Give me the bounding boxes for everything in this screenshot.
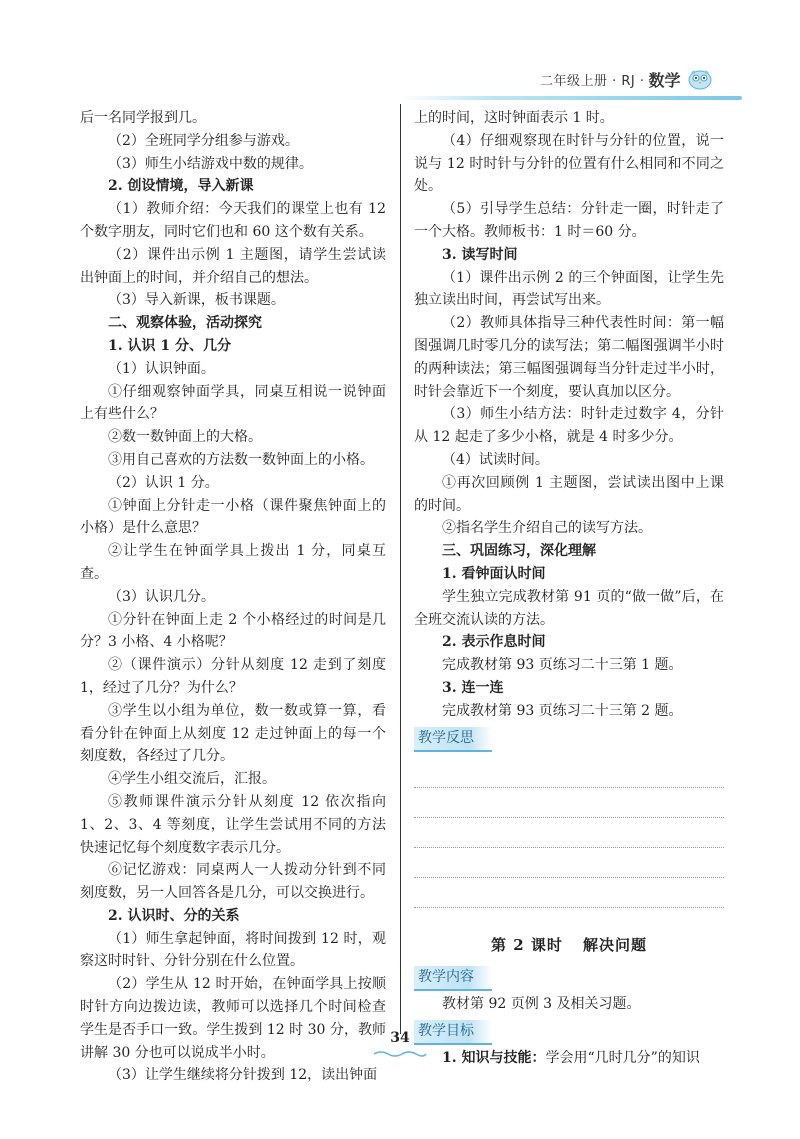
section-heading: 2. 认识时、分的关系 xyxy=(108,907,240,924)
paragraph: 上的时间，这时钟面表示 1 时。 xyxy=(414,110,614,126)
paragraph: （1）师生拿起钟面，将时间拨到 12 时，观察这时时针、分针分别在什么位置。 xyxy=(80,930,386,970)
paragraph: ①分针在钟面上走 2 个小格经过的时间是几分？3 小格、4 小格呢？ xyxy=(80,611,386,651)
paragraph: 后一名同学报到几。 xyxy=(80,110,206,126)
subject-label: 数学 xyxy=(648,70,681,90)
section-heading: 1. 认识 1 分、几分 xyxy=(108,337,231,354)
reflection-lines[interactable] xyxy=(414,758,724,908)
header-rule xyxy=(400,96,742,100)
right-column xyxy=(414,107,724,1070)
paragraph: ⑥记忆游戏：同桌两人一人拨动分针到不同刻度数，另一人回答各是几分，可以交换进行。 xyxy=(80,862,386,902)
paragraph: ①仔细观察钟面学具，同桌互相说一说钟面上有些什么？ xyxy=(80,383,386,423)
paragraph: ②（课件演示）分针从刻度 12 走到了刻度 1，经过了几分？为什么？ xyxy=(80,657,386,696)
section-heading: 三、巩固练习，深化理解 xyxy=(442,543,596,560)
lesson-number: 第 2 课时 xyxy=(491,935,563,954)
paragraph: （1）认识钟面。 xyxy=(108,360,215,377)
writing-line[interactable] xyxy=(414,878,724,908)
running-header xyxy=(540,64,713,94)
section-heading: 1. 看钟面认时间 xyxy=(442,565,546,582)
paragraph: ①再次回顾例 1 主题图，尝试读出图中上课的时间。 xyxy=(414,474,724,514)
goals-bold-lead: 1. 知识与技能： xyxy=(442,1050,546,1067)
paragraph: ⑤教师课件演示分针从刻度 12 依次指向 1、2、3、4 等刻度，让学生尝试用不同的方法快速记忆每个刻度数字表示几分。 xyxy=(80,793,386,856)
paragraph: （3）认识几分。 xyxy=(108,588,215,605)
paragraph: ②数一数钟面上的大格。 xyxy=(108,429,262,446)
content-text: 教材第 92 页例 3 及相关习题。 xyxy=(442,996,641,1013)
goals-text: 学会用“几时几分”的知识 xyxy=(545,1050,700,1067)
grade-label: 二年级上册 · RJ · xyxy=(540,73,645,89)
section-heading: 3. 连一连 xyxy=(442,679,504,696)
paragraph: （1）教师介绍：今天我们的课堂上也有 12 个数字朋友，同时它们也和 60 这个数有关系。 xyxy=(80,201,386,240)
paragraph: （3）师生小结游戏中数的规律。 xyxy=(108,155,313,172)
paragraph: （3）让学生继续将分针拨到 12，读出钟面 xyxy=(108,1067,378,1084)
page-number-ornament xyxy=(372,1050,428,1058)
paragraph: （4）仔细观察现在时针与分针的位置，说一说与 12 时时针与分针的位置有什么相同和不同之处。 xyxy=(414,132,724,195)
goals-heading: 教学目标 xyxy=(414,1020,492,1045)
paragraph: （2）课件出示例 1 主题图，请学生尝试读出钟面上的时间，并介绍自己的想法。 xyxy=(80,246,386,286)
page-number: 34 xyxy=(390,1030,410,1046)
paragraph: ③用自己喜欢的方法数一数钟面上的小格。 xyxy=(108,451,374,468)
paragraph: （5）引导学生总结：分针走一圈，时针走了一个大格。教师板书：1 时＝60 分。 xyxy=(414,201,724,240)
column-divider xyxy=(400,104,401,1034)
paragraph: （3）师生小结方法：时针走过数字 4，分针从 12 起走了多少小格，就是 4 时多少分。 xyxy=(414,406,724,446)
writing-line[interactable] xyxy=(414,758,724,788)
paragraph: 完成教材第 93 页练习二十三第 1 题。 xyxy=(442,657,683,674)
paragraph: （4）试读时间。 xyxy=(442,451,549,468)
paragraph: ④学生小组交流后，汇报。 xyxy=(108,771,276,788)
paragraph: （2）教师具体指导三种代表性时间：第一幅图强调几时零几分的读写法；第二幅图强调半小时的两种读法；第三幅图强调每当分针走过半小时，时针会靠近下一个刻度，要认真加以区分。 xyxy=(414,315,724,400)
paragraph: （2）认识 1 分。 xyxy=(108,474,219,491)
paragraph: （2）学生从 12 时开始，在钟面学具上按顺时针方向边拨边读，教师可以选择几个时间检查学生是否手口一致。学生拨到 12 时 30 分，教师讲解 30 分也可以说成半小时。 xyxy=(80,976,386,1061)
lesson-title xyxy=(414,934,724,957)
lesson-topic: 解决问题 xyxy=(582,935,647,954)
writing-line[interactable] xyxy=(414,818,724,848)
paragraph: 学生独立完成教材第 91 页的“做一做”后，在全班交流认读的方法。 xyxy=(414,588,724,628)
paragraph: （3）导入新课，板书课题。 xyxy=(108,292,285,309)
section-heading: 二、观察体验，活动探究 xyxy=(108,315,262,332)
paragraph: ②指名学生介绍自己的读写方法。 xyxy=(442,520,652,537)
reflection-heading: 教学反思 xyxy=(414,727,492,752)
section-heading: 3. 读写时间 xyxy=(442,246,518,263)
section-heading: 2. 创设情境，导入新课 xyxy=(108,178,254,195)
section-heading: 2. 表示作息时间 xyxy=(442,634,546,651)
left-column xyxy=(80,107,386,1087)
owl-icon xyxy=(687,68,713,90)
paragraph: ①钟面上分针走一小格（课件聚焦钟面上的小格）是什么意思？ xyxy=(80,497,386,537)
paragraph: 完成教材第 93 页练习二十三第 2 题。 xyxy=(442,702,683,719)
writing-line[interactable] xyxy=(414,788,724,818)
paragraph: ②让学生在钟面学具上拨出 1 分，同桌互查。 xyxy=(80,543,386,582)
goals-first-line xyxy=(414,1047,724,1070)
paragraph: （2）全班同学分组参与游戏。 xyxy=(108,132,299,149)
writing-line[interactable] xyxy=(414,848,724,878)
paragraph: ③学生以小组为单位，数一数或算一算，看看分针在钟面上从刻度 12 走过钟面上的每一个刻度数，各经过了几分。 xyxy=(80,702,386,765)
content-heading: 教学内容 xyxy=(414,966,492,991)
right-column-text xyxy=(414,107,724,723)
paragraph: （1）课件出示例 2 的三个钟面图，让学生先独立读出时间，再尝试写出来。 xyxy=(414,269,724,309)
